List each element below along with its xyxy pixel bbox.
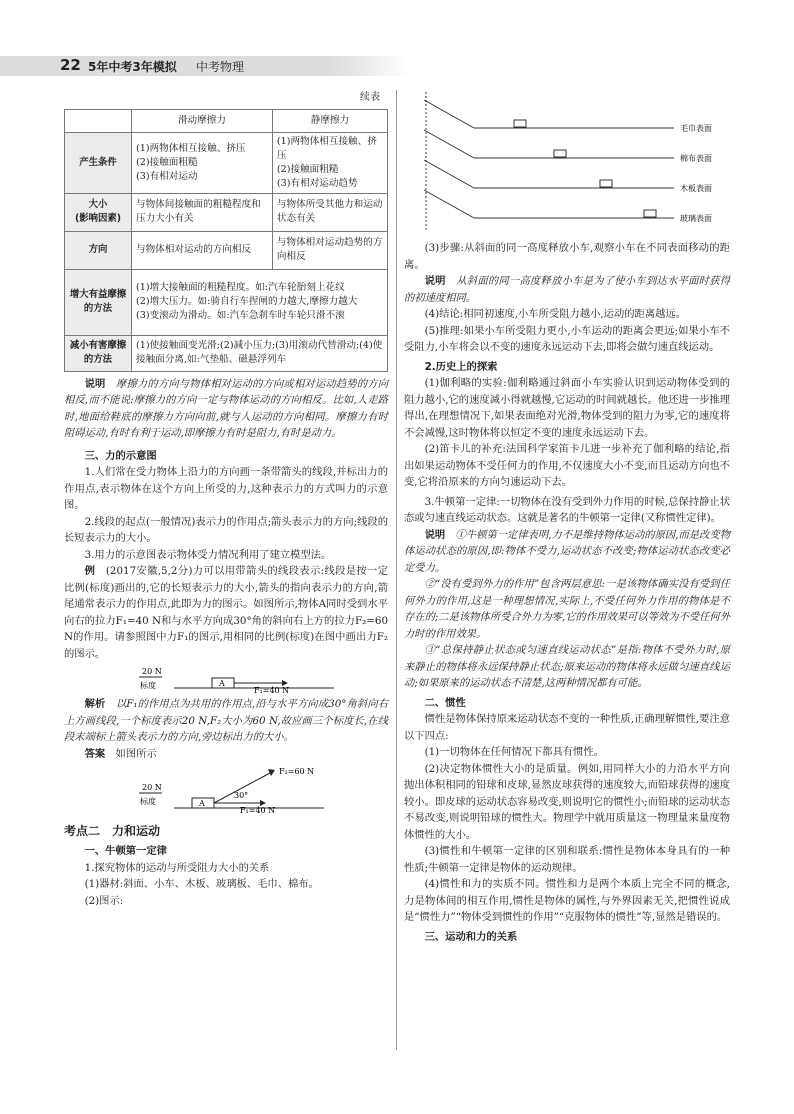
row-head: 增大有益摩擦的方法 <box>65 269 132 335</box>
table-cell: (1)使接触面变光滑;(2)减小压力;(3)用滚动代替滑动;(4)使接触面分离,如:气垫船、磁悬浮列车 <box>132 335 388 371</box>
paragraph: (4)惯性和力的实质不同。惯性和力是两个本质上完全不同的概念,力是物体间的相互作用,惯性是物体的属性,与外界因素无关,把惯性说成是“惯性力”“物体受到惯性的作用”“克服物体的惯性”等,显然是错误的。 <box>404 878 730 923</box>
note-text: ①牛顿第一定律表明,力不是维持物体运动的原因,而是改变物体运动状态的原因,即:物体不受力,运动状态不改变;物体运动状态改变必定受力。 <box>404 528 731 574</box>
paragraph: 2.线段的起点(一般情况)表示力的作用点;箭头表示力的方向;线段的长短表示力的大小。 <box>64 515 388 544</box>
paragraph: (5)推理:如果小车所受阻力更小,小车运动的距离会更远;如果小车不受阻力,小车将会以不变的速度永远运动下去,即将会做匀速直线运动。 <box>404 324 730 353</box>
force-diagram-question <box>64 664 388 694</box>
table-continued-label: 续表 <box>360 92 380 103</box>
cart <box>554 150 566 157</box>
note-label: 说明 <box>424 275 446 287</box>
left-column <box>64 90 388 909</box>
analysis-text: 以F₁的作用点为共用的作用点,沿与水平方向成30°角斜向右上方画线段,一个标度表示20 N,F₂大小为60 N,故应画三个标度长,在线段末端标上箭头表示力的方向,旁边标出力的大小。 <box>64 698 389 743</box>
table-cell: (1)两物体相互接触、挤压 (2)接触面粗糙 (3)有相对运动 <box>132 132 273 193</box>
note-newton <box>404 527 730 577</box>
block-label: A <box>199 799 205 808</box>
cart <box>514 120 526 127</box>
table-row <box>65 231 388 269</box>
row-head: 方向 <box>65 231 132 269</box>
table-cell: 与物体所受其他力和运动状态有关 <box>272 193 387 231</box>
paragraph: 1.探究物体的运动与所受阻力大小的关系 <box>84 861 270 874</box>
paragraph-law: 3.牛顿第一定律:一切物体在没有受到外力作用的时候,总保持静止状态或匀速直线运动状态。这就是著名的牛顿第一定律(又称惯性定律)。 <box>404 495 730 524</box>
paragraph: (2)图示: <box>84 894 124 907</box>
force-f2-arrow <box>268 769 275 776</box>
analysis-label: 解析 <box>84 698 106 710</box>
block-label: A <box>219 679 225 688</box>
surface-label: 毛巾表面 <box>680 124 712 133</box>
section-heading: 二、惯性 <box>424 696 466 709</box>
answer-label: 答案 <box>84 747 106 760</box>
paragraph: (1)一切物体在任何情况下都具有惯性。 <box>424 746 604 758</box>
paragraph: 惯性是物体保持原来运动状态不变的一种性质,正确理解惯性,要注意以下四点: <box>404 713 730 742</box>
table-cell: 与物体相对运动的方向相反 <box>132 231 273 269</box>
page-number: 22 <box>60 56 81 74</box>
note-item: ②“没有受到外力的作用”包含两层意思:一是该物体确实没有受到任何外力的作用,这是一种理想情况,实际上,不受任何外力作用的物体是不存在的;二是该物体所受合外力为零,它的作用效果可以等效为不受任何外力时的作用效果。 <box>404 578 730 640</box>
note-text: 摩擦力的方向与物体相对运动的方向或相对运动趋势的方向相反,而不能说:摩擦力的方向一定与物体运动的方向相反。比如,人走路时,地面给鞋底的摩擦力方向向前,就与人运动的方向相同。摩擦力有时阻碍运动,有时有利于运动,即摩擦力有时是阻力,有时是动力。 <box>64 377 389 439</box>
answer-text: 如图所示 <box>115 747 157 760</box>
paragraph: (2)决定物体惯性大小的是质量。例如,用同样大小的力沿水平方向抛出体积相同的铅球和皮球,显然皮球获得的速度较大,而铅球获得的速度较小。即皮球的运动状态容易改变,则说明它的惯性小;而铅球的运动状态不易改变,则说明铅球的惯性大。物理学中就用质量这一物理量来量度物体惯性的大小。 <box>404 762 730 841</box>
force-diagram-answer <box>64 764 388 814</box>
example-label: 例 <box>84 565 96 577</box>
cart <box>644 210 656 217</box>
table-row <box>65 193 388 231</box>
scale-value: 20 N <box>142 783 162 792</box>
paragraph: (3)惯性和牛顿第一定律的区别和联系:惯性是物体本身具有的一种性质;牛顿第一定律是物体的运动规律。 <box>404 845 730 874</box>
row-head: 大小 (影响因素) <box>65 193 132 231</box>
paragraph: (1)器材:斜面、小车、木板、玻璃板、毛巾、棉布。 <box>84 878 319 890</box>
book-title: 5年中考3年模拟 <box>88 60 177 74</box>
note-friction <box>64 376 388 442</box>
scale-value: 20 N <box>142 667 162 676</box>
example-text: (2017安徽,5,2分)力可以用带箭头的线段表示:线段是按一定比例(标度)画出的,它的长短表示力的大小,箭头的指向表示力的方向,箭尾通常表示力的作用点,此即为力的图示。如图所示,物体A同时受到水平向右的拉力F₁=40 N和与水平方向成30°角的斜向右上方的拉力F₂=60 N的作用。请参照图中力F₁的图示,用相同的比例(标度)在图中画出力F₂的图示。 <box>64 565 389 660</box>
friction-table <box>64 109 388 372</box>
example <box>64 563 388 662</box>
section-heading: 2.历史上的探索 <box>424 360 498 373</box>
incline-wood <box>424 160 712 193</box>
table-header-row <box>65 109 388 132</box>
scale-word: 标度 <box>140 681 156 690</box>
cart <box>600 180 612 187</box>
subject-label: 中考物理 <box>196 60 245 74</box>
angle-label: 30° <box>234 791 249 800</box>
surface-label: 玻璃表面 <box>680 214 712 223</box>
paragraph: 1.人们常在受力物体上沿力的方向画一条带箭头的线段,并标出力的作用点,表示物体在这个方向上所受的力,这种表示力的方式叫力的示意图。 <box>64 466 388 511</box>
incline-towel <box>424 100 712 133</box>
row-head: 减小有害摩擦的方法 <box>65 335 132 371</box>
table-cell: 与物体间接触面的粗糙程度和压力大小有关 <box>132 193 273 231</box>
paragraph: (4)结论:相同初速度,小车所受阻力越小,运动的距离越远。 <box>424 308 687 320</box>
incline-experiment-figure <box>404 92 730 238</box>
note-label: 说明 <box>84 377 106 390</box>
section-heading: 一、牛顿第一定律 <box>84 845 167 857</box>
paragraph: (3)步骤:从斜面的同一高度释放小车,观察小车在不同表面移动的距离。 <box>404 242 730 271</box>
force-f1-label: F₁=40 N <box>254 686 290 694</box>
surface-label: 木板表面 <box>680 184 712 193</box>
note-text: 从斜面的同一高度释放小车是为了使小车到达水平面时获得的初速度相同。 <box>404 275 731 304</box>
scale-word: 标度 <box>140 797 156 806</box>
force-f1-label: F₁=40 N <box>240 806 276 814</box>
analysis <box>64 696 388 746</box>
table-cell: (1)两物体相互接触、挤压 (2)接触面粗糙 (3)有相对运动趋势 <box>272 132 387 193</box>
note-label: 说明 <box>424 528 446 541</box>
incline-cotton <box>424 130 712 163</box>
table-col-sliding: 滑动摩擦力 <box>132 109 273 132</box>
note-step <box>404 273 730 306</box>
column-divider <box>396 90 397 1050</box>
right-column <box>404 90 730 945</box>
answer <box>64 746 388 763</box>
section-heading: 三、力的示意图 <box>84 449 157 462</box>
table-corner <box>65 109 132 132</box>
table-cell: (1)增大接触面的粗糙程度。如:汽车轮胎刻上花纹 (2)增大压力。如:骑自行车捏闸的力越大,摩擦力越大 (3)变滚动为滑动。如:汽车急刹车时车轮只滑不滚 <box>132 269 388 335</box>
table-col-static: 静摩擦力 <box>272 109 387 132</box>
incline-glass <box>424 190 712 223</box>
note-item: ③“总保持静止状态或匀速直线运动状态”是指:物体不受外力时,原来静止的物体将永远保持静止状态;原来运动的物体将永远做匀速直线运动;如果原来的运动状态不清楚,这两种情况都有可能。 <box>404 644 730 689</box>
force-f2-label: F₂=60 N <box>279 767 315 776</box>
table-row <box>65 335 388 371</box>
paragraph: (2)笛卡儿的补充:法国科学家笛卡儿进一步补充了伽利略的结论,指出如果运动物体不受任何力的作用,不仅速度大小不变,而且运动方向也不变,它将沿原来的方向匀速运动下去。 <box>404 443 730 488</box>
surface-label: 棉布表面 <box>680 154 712 163</box>
section-heading: 三、运动和力的关系 <box>424 930 518 943</box>
paragraph: (1)伽利略的实验:伽利略通过斜面小车实验认识到运动物体受到的阻力越小,它的速度减小得就越慢,它运动的时间就越长。他还进一步推理得出,在理想情况下,如果表面绝对光滑,物体受到的阻力为零,它的速度将不会减慢,这时物体将以恒定不变的速度永远运动下去。 <box>404 377 730 439</box>
paragraph: 3.用力的示意图表示物体受力情况利用了建立模型法。 <box>84 548 332 561</box>
table-row <box>65 132 388 193</box>
page-header <box>0 0 794 74</box>
row-head: 产生条件 <box>65 132 132 193</box>
topic-heading: 考点二 力和运动 <box>64 824 161 838</box>
table-cell: 与物体相对运动趋势的方向相反 <box>272 231 387 269</box>
header-band-fade <box>330 56 410 76</box>
table-row <box>65 269 388 335</box>
